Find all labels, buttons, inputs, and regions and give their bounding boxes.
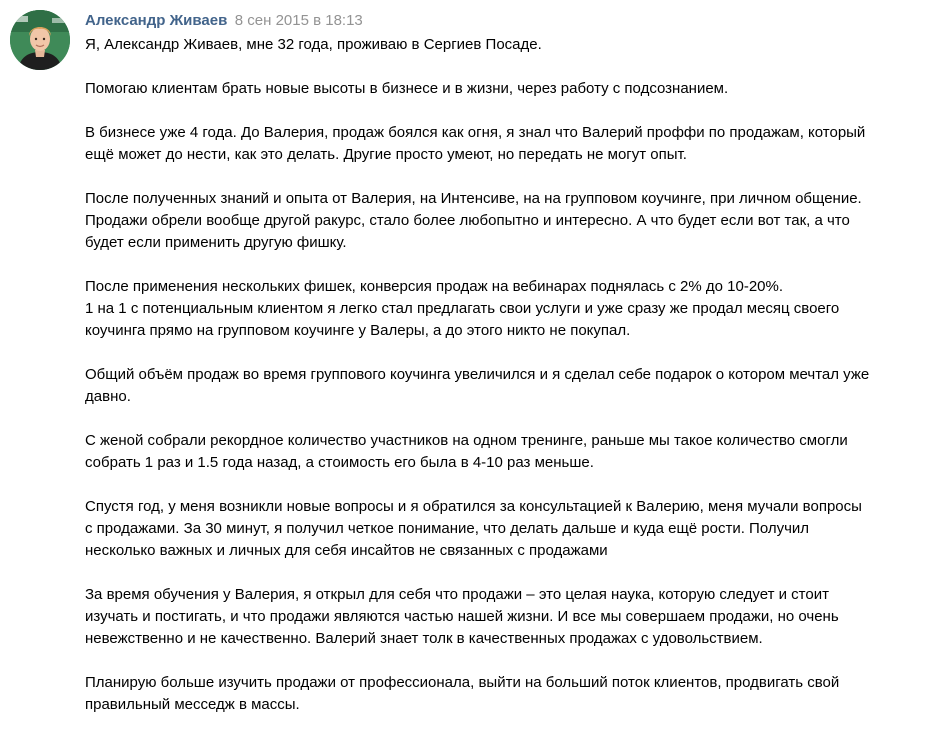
paragraph-line: После применения нескольких фишек, конверсия продаж на вебинарах поднялась с 2% до 10-20%. — [85, 278, 784, 295]
paragraph-line: ещё может до нести, как это делать. Другие просто умеют, но передать не могут опыт. — [85, 146, 687, 163]
post-paragraph — [85, 496, 920, 562]
paragraph-line: После полученных знаний и опыта от Валерия, на Интенсиве, на на групповом коучинге, при личном общение. — [85, 190, 862, 207]
paragraph-line: невежственно и не качественно. Валерий знает толк в качественных продажах с удовольствием. — [85, 630, 763, 647]
paragraph-line: Я, Александр Живаев, мне 32 года, проживаю в Сергиев Посаде. — [85, 36, 542, 53]
paragraph-line: коучинга прямо на групповом коучинге у Валеры, а до этого никто не покупал. — [85, 322, 631, 339]
paragraph-line: с продажами. За 30 минут, я получил четкое понимание, что делать дальше и куда ещё рости. Получил — [85, 520, 810, 537]
paragraph-line: несколько важных и личных для себя инсайтов не связанных с продажами — [85, 542, 608, 559]
paragraph-line: Общий объём продаж во время группового коучинга увеличился и я сделал себе подарок о котором мечтал уже — [85, 366, 870, 383]
paragraph-line: Планирую больше изучить продажи от профессионала, выйти на больший поток клиентов, продвигать свой — [85, 674, 840, 691]
paragraph-line: давно. — [85, 388, 131, 405]
post-paragraph — [85, 276, 920, 342]
author-name-link[interactable]: Александр Живаев — [85, 12, 228, 29]
post-paragraph — [85, 122, 920, 166]
person-photo-icon — [10, 10, 70, 70]
post-paragraph — [85, 584, 920, 650]
paragraph-line: будет если применить другую фишку. — [85, 234, 347, 251]
post-paragraph — [85, 672, 920, 716]
paragraph-line: собрать 1 раз и 1.5 года назад, а стоимость его была в 4-10 раз меньше. — [85, 454, 594, 471]
post-paragraph — [85, 188, 920, 254]
post-text — [85, 34, 920, 738]
author-avatar[interactable] — [10, 10, 70, 70]
paragraph-line: изучать и постигать, и что продажи являются частью нашей жизни. И все мы совершаем продажи, но очень — [85, 608, 839, 625]
post-date-link[interactable]: 8 сен 2015 в 18:13 — [234, 12, 363, 29]
paragraph-line: правильный месседж в массы. — [85, 696, 300, 713]
paragraph-line: 1 на 1 с потенциальным клиентом я легко стал предлагать свои услуги и уже сразу же продал месяц своего — [85, 300, 840, 317]
paragraph-line: С женой собрали рекордное количество участников на одном тренинге, раньше мы такое количество смогли — [85, 432, 848, 449]
paragraph-line: За время обучения у Валерия, я открыл для себя что продажи – это целая наука, которую следует и стоит — [85, 586, 829, 603]
post-paragraph — [85, 364, 920, 408]
post-paragraph — [85, 34, 920, 56]
post-paragraph — [85, 78, 920, 100]
paragraph-line: Продажи обрели вообще другой ракурс, стало более любопытно и интересно. А что будет если вот так, а что — [85, 212, 850, 229]
paragraph-line: Спустя год, у меня возникли новые вопросы и я обратился за консультацией к Валерию, меня мучали вопросы — [85, 498, 862, 515]
paragraph-line: В бизнесе уже 4 года. До Валерия, продаж боялся как огня, я знал что Валерий проффи по продажам, который — [85, 124, 866, 141]
post-paragraph — [85, 430, 920, 474]
post-header — [85, 11, 363, 31]
paragraph-line: Помогаю клиентам брать новые высоты в бизнесе и в жизни, через работу с подсознанием. — [85, 80, 729, 97]
